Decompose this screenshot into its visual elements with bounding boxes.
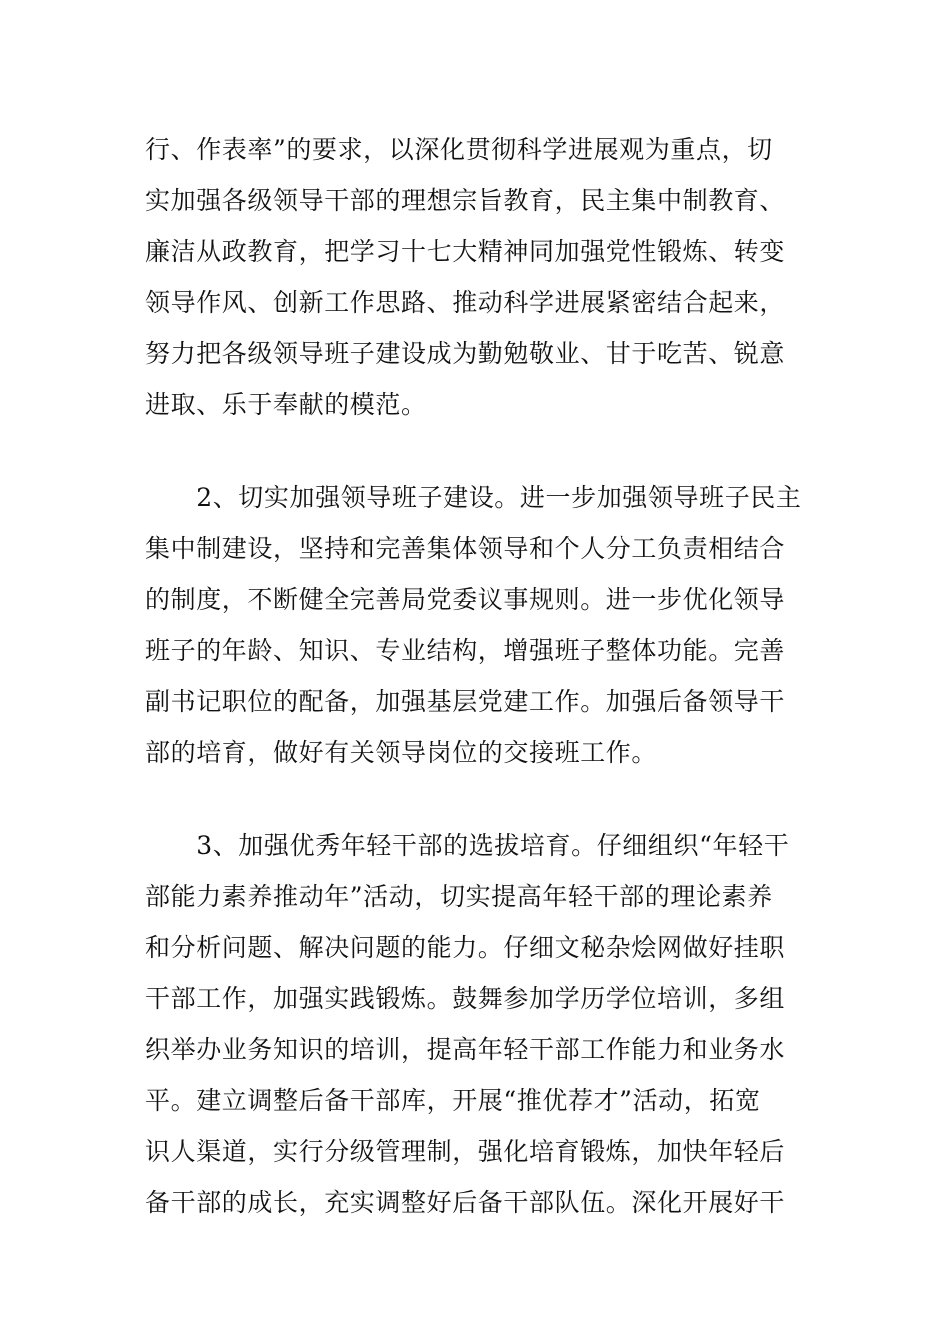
text-line: 副书记职位的配备，加强基层党建工作。加强后备领导干 [145,687,786,716]
text-line: 识人渠道，实行分级管理制，强化培育锻炼，加快年轻后 [145,1137,786,1166]
text-line: 廉洁从政教育，把学习十七大精神同加强党性锻炼、转变 [145,237,786,266]
text-line: 班子的年龄、知识、专业结构，增强班子整体功能。完善 [145,636,786,665]
text-line: 3、加强优秀年轻干部的选拔培育。仔细组织“年轻干 [145,831,790,860]
text-line: 部能力素养推动年”活动，切实提高年轻干部的理论素养 [145,882,773,911]
text-line: 领导作风、创新工作思路、推动科学进展紧密结合起来， [145,288,786,317]
text-line: 备干部的成长，充实调整好后备干部队伍。深化开展好干 [145,1188,786,1217]
text-line: 部的培育，做好有关领导岗位的交接班工作。 [145,738,658,767]
text-line: 的制度，不断健全完善局党委议事规则。进一步优化领导 [145,585,786,614]
text-line: 行、作表率”的要求，以深化贯彻科学进展观为重点，切 [145,135,773,164]
text-line: 2、切实加强领导班子建设。进一步加强领导班子民主 [145,483,802,512]
text-line: 集中制建设，坚持和完善集体领导和个人分工负责相结合 [145,534,786,563]
paragraph-3 [145,820,810,1228]
text-line: 进取、乐于奉献的模范。 [145,390,427,419]
text-line: 干部工作，加强实践锻炼。鼓舞参加学历学位培训，多组 [145,984,786,1013]
text-line: 努力把各级领导班子建设成为勤勉敬业、甘于吃苦、锐意 [145,339,786,368]
paragraph-1 [145,124,810,430]
paragraph-2 [145,472,810,778]
text-line: 和分析问题、解决问题的能力。仔细文秘杂烩网做好挂职 [145,933,786,962]
text-line: 平。建立调整后备干部库，开展“推优荐才”活动，拓宽 [145,1086,761,1115]
text-line: 织举办业务知识的培训，提高年轻干部工作能力和业务水 [145,1035,786,1064]
text-line: 实加强各级领导干部的理想宗旨教育，民主集中制教育、 [145,186,786,215]
